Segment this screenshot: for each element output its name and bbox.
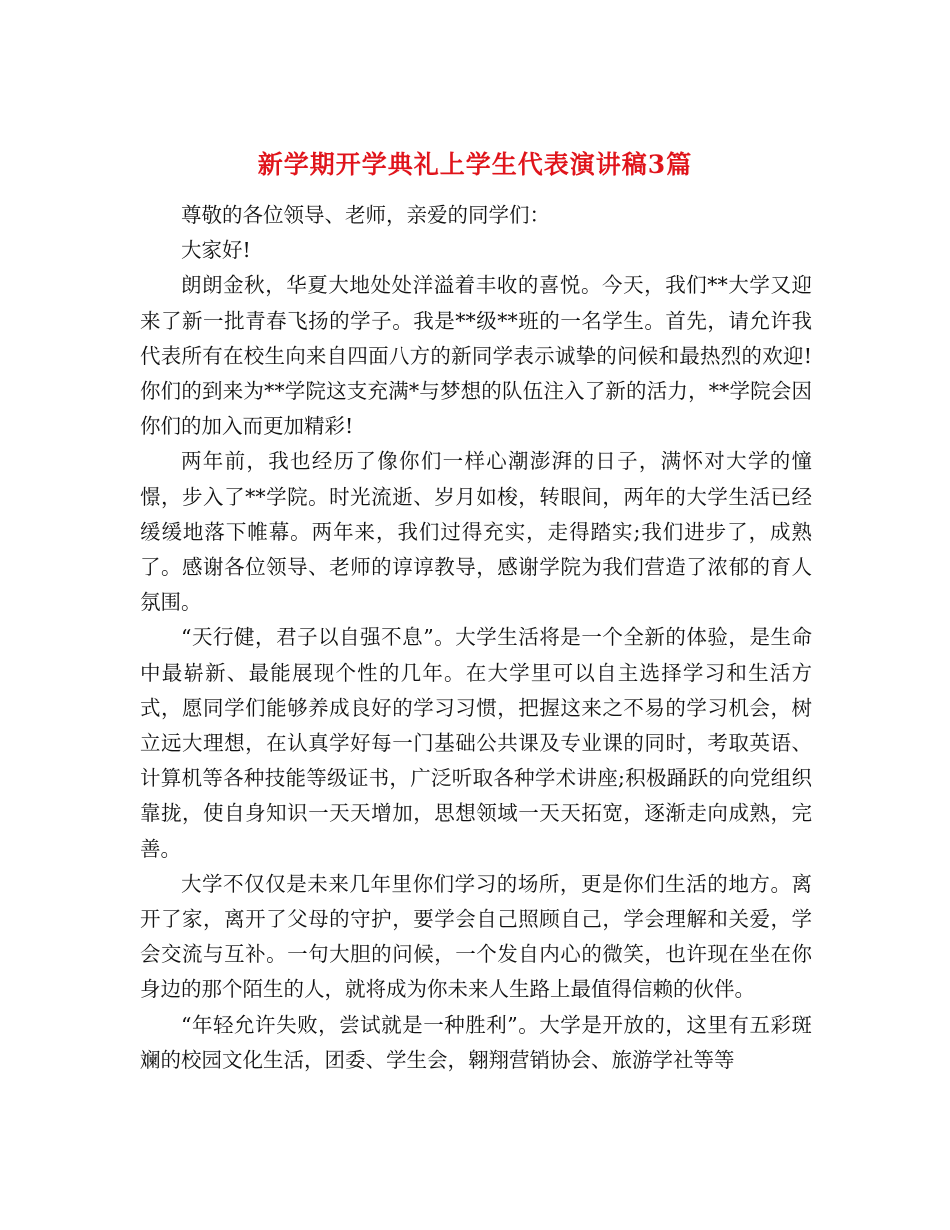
body-paragraph: “天行健，君子以自强不息”。大学生活将是一个全新的体验，是生命中最崭新、最能展现个性的几年。在大学里可以自主选择学习和生活方式，愿同学们能够养成良好的学习习惯，把握这来之不易的学习机会，树立远大理想，在认真学好每一门基础公共课及专业课的同时，考取英语、计算机等各种技能等级证书，广泛听取各种学术讲座;积极踊跃的向党组织靠拢，使自身知识一天天增加，思想领域一天天拓宽，逐渐走向成熟，完善。	[140, 625, 812, 861]
body-paragraph: 大学不仅仅是未来几年里你们学习的场所，更是你们生活的地方。离开了家，离开了父母的守护，要学会自己照顾自己，学会理解和关爱，学会交流与互补。一句大胆的问候，一个发自内心的微笑，也许现在坐在你身边的那个陌生的人，就将成为你未来人生路上最值得信赖的伙伴。	[140, 871, 812, 1002]
body-paragraph: 两年前，我也经历了像你们一样心潮澎湃的日子，满怀对大学的憧憬，步入了**学院。时光流逝、岁月如梭，转眼间，两年的大学生活已经缓缓地落下帷幕。两年来，我们过得充实，走得踏实;我们进步了，成熟了。感谢各位领导、老师的谆谆教导，感谢学院为我们营造了浓郁的育人氛围。	[140, 449, 812, 615]
greeting-paragraph: 大家好!	[181, 238, 251, 263]
body-paragraph: “年轻允许失败，尝试就是一种胜利”。大学是开放的，这里有五彩斑斓的校园文化生活，团委、学生会，翱翔营销协会、旅游学社等等	[140, 1012, 812, 1072]
salutation-paragraph: 尊敬的各位领导、老师，亲爱的同学们：	[181, 203, 550, 227]
document-body	[140, 198, 812, 1078]
body-paragraph: 朗朗金秋，华夏大地处处洋溢着丰收的喜悦。今天，我们**大学又迎来了新一批青春飞扬的学子。我是**级**班的一名学生。首先，请允许我代表所有在校生向来自四面八方的新同学表示诚挚的问候和最热烈的欢迎!你们的到来为**学院这支充满*与梦想的队伍注入了新的活力，**学院会因你们的加入而更加精彩!	[140, 273, 812, 439]
document-title: 新学期开学典礼上学生代表演讲稿3篇	[257, 149, 693, 179]
